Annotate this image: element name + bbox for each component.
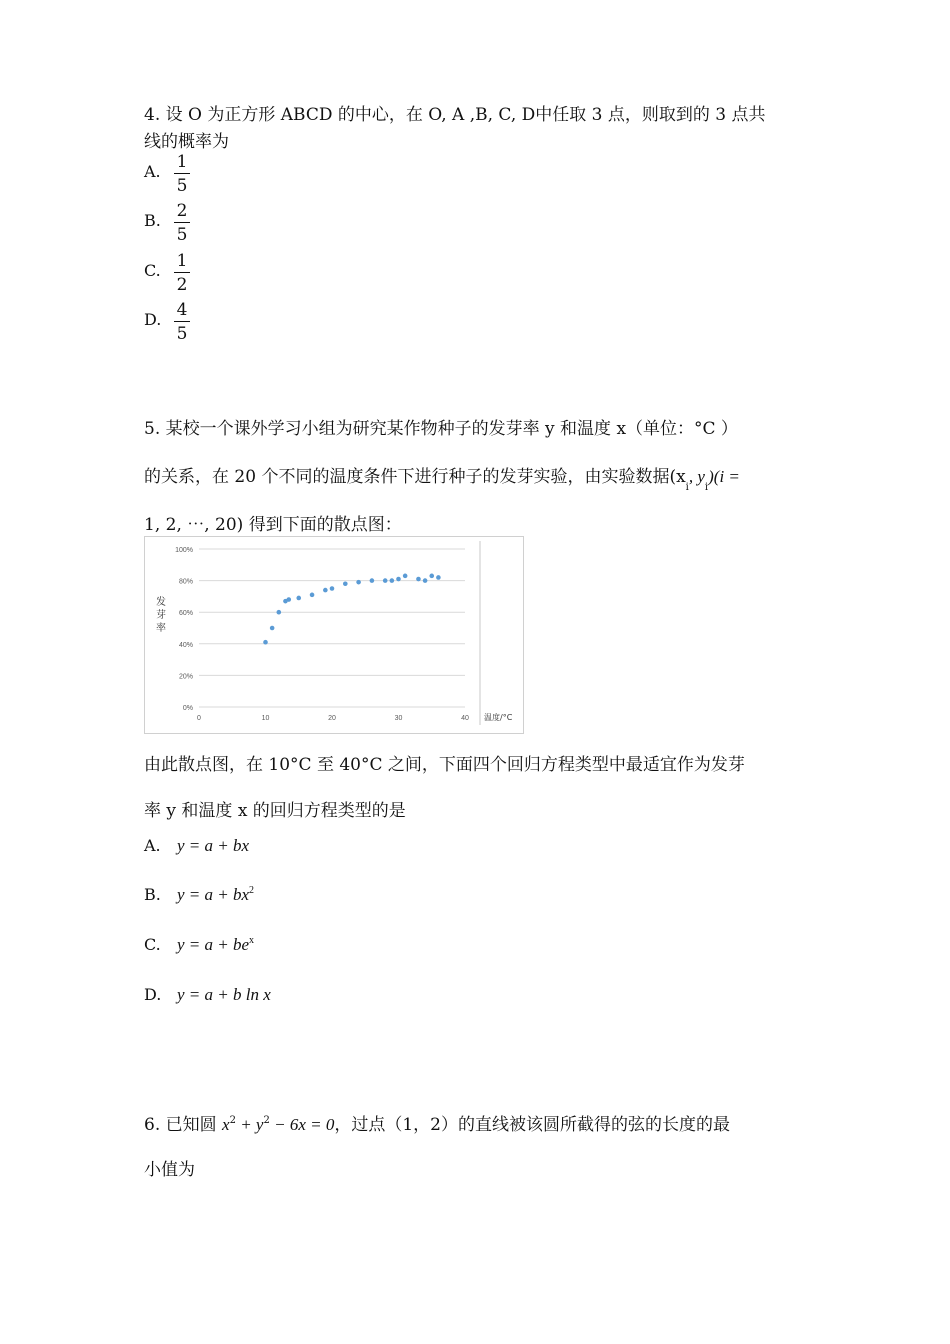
fraction bbox=[174, 152, 190, 196]
equation-base: y = a + be bbox=[177, 935, 250, 954]
x-tick-label: 20 bbox=[328, 715, 336, 722]
q4-line-1: 4. 设 O 为正方形 ABCD 的中心，在 O, A ,B, C, D中任取 3 点，则取到的 3 点共 bbox=[144, 105, 766, 125]
equation-sup: 2 bbox=[249, 885, 255, 896]
y-tick-label: 100% bbox=[175, 547, 193, 554]
equation-base: y = a + bx bbox=[177, 885, 250, 904]
denominator: 5 bbox=[176, 225, 188, 245]
x-tick-label: 40 bbox=[461, 715, 469, 722]
data-point bbox=[383, 578, 388, 583]
numerator: 1 bbox=[176, 251, 188, 271]
equation-sup: x bbox=[249, 935, 255, 946]
denominator: 5 bbox=[176, 176, 188, 196]
equation bbox=[177, 985, 271, 1005]
equation-base: y = a + b ln x bbox=[177, 985, 271, 1004]
q5-line-1: 5. 某校一个课外学习小组为研究某作物种子的发芽率 y 和温度 x（单位：°C ） bbox=[144, 419, 738, 439]
q6-eq-y: + y bbox=[235, 1115, 264, 1134]
numerator: 4 bbox=[176, 300, 188, 320]
q6-eq-x: x bbox=[222, 1115, 230, 1134]
data-point bbox=[277, 610, 282, 615]
data-point bbox=[343, 581, 348, 586]
numerator: 2 bbox=[176, 201, 188, 221]
option-label: C. bbox=[144, 935, 161, 954]
equation bbox=[177, 836, 249, 856]
data-point bbox=[323, 588, 328, 593]
equation bbox=[177, 885, 254, 905]
data-point bbox=[310, 593, 315, 598]
data-point bbox=[436, 575, 441, 580]
y-tick-label: 0% bbox=[182, 705, 193, 712]
scatter-chart-svg bbox=[145, 537, 523, 733]
x-tick-label: 10 bbox=[261, 715, 270, 722]
y-tick-label: 60% bbox=[178, 610, 193, 618]
data-point bbox=[423, 578, 428, 583]
fraction bbox=[174, 300, 190, 344]
data-point bbox=[416, 577, 421, 582]
q4-line-2: 线的概率为 bbox=[144, 132, 229, 152]
q5-after-line-1: 由此散点图，在 10°C 至 40°C 之间，下面四个回归方程类型中最适宜作为发芽 bbox=[144, 755, 745, 775]
denominator: 2 bbox=[176, 275, 188, 295]
data-point bbox=[286, 597, 291, 602]
x-axis-label: 温度/°C bbox=[484, 713, 513, 722]
y-axis-label: 芽 bbox=[156, 610, 166, 621]
data-point bbox=[330, 586, 335, 591]
q5-line-2-end: )(i = bbox=[708, 467, 740, 486]
equation bbox=[177, 935, 254, 955]
option-label: D. bbox=[144, 985, 162, 1004]
data-point bbox=[296, 596, 301, 601]
q5-line-2-text: 的关系，在 20 个不同的温度条件下进行种子的发芽实验，由实验数据(x bbox=[144, 467, 686, 487]
numerator: 1 bbox=[176, 152, 188, 172]
y-axis-label: 率 bbox=[156, 623, 166, 634]
option-label: B. bbox=[144, 211, 161, 230]
equation-base: y = a + bx bbox=[177, 836, 250, 855]
x-tick-label: 0 bbox=[197, 715, 201, 722]
subscript-i: i bbox=[685, 482, 689, 493]
q5-line-2-y: , y bbox=[688, 467, 705, 486]
data-point bbox=[396, 577, 401, 582]
subscript-i: i bbox=[704, 482, 709, 493]
q6-line-2: 小值为 bbox=[144, 1160, 195, 1180]
option-label: D. bbox=[144, 310, 162, 329]
option-label: C. bbox=[144, 261, 161, 280]
x-tick-label: 30 bbox=[394, 715, 403, 722]
q5-after-line-2: 率 y 和温度 x 的回归方程类型的是 bbox=[144, 801, 406, 821]
q6-line-1 bbox=[144, 1110, 730, 1135]
q6-eq-sup: 2 bbox=[229, 1115, 236, 1126]
q5-line-3: 1, 2, ⋯, 20) 得到下面的散点图： bbox=[144, 515, 402, 535]
y-tick-label: 40% bbox=[178, 641, 193, 649]
q6-line-1-tail: ，过点（1，2）的直线被该圆所截得的弦的长度的最 bbox=[334, 1115, 730, 1135]
data-point bbox=[390, 578, 395, 583]
q6-eq-rest: − 6x = 0 bbox=[269, 1115, 335, 1134]
option-label: A. bbox=[144, 836, 161, 855]
data-point bbox=[403, 574, 408, 579]
fraction bbox=[174, 251, 190, 295]
fraction bbox=[174, 201, 190, 245]
data-point bbox=[429, 574, 434, 579]
y-tick-label: 80% bbox=[178, 578, 193, 586]
y-axis-label: 发 bbox=[156, 597, 166, 608]
data-point bbox=[263, 640, 268, 645]
scatter-chart bbox=[144, 536, 524, 734]
data-point bbox=[356, 580, 361, 585]
data-point bbox=[370, 578, 375, 583]
q6-eq-sup: 2 bbox=[263, 1115, 270, 1126]
data-point bbox=[270, 626, 275, 631]
denominator: 5 bbox=[176, 324, 188, 344]
option-label: B. bbox=[144, 885, 161, 904]
option-label: A. bbox=[144, 162, 161, 181]
y-tick-label: 20% bbox=[178, 673, 193, 681]
q6-line-1-lead: 6. 已知圆 bbox=[144, 1115, 223, 1135]
q5-line-2 bbox=[144, 462, 740, 493]
